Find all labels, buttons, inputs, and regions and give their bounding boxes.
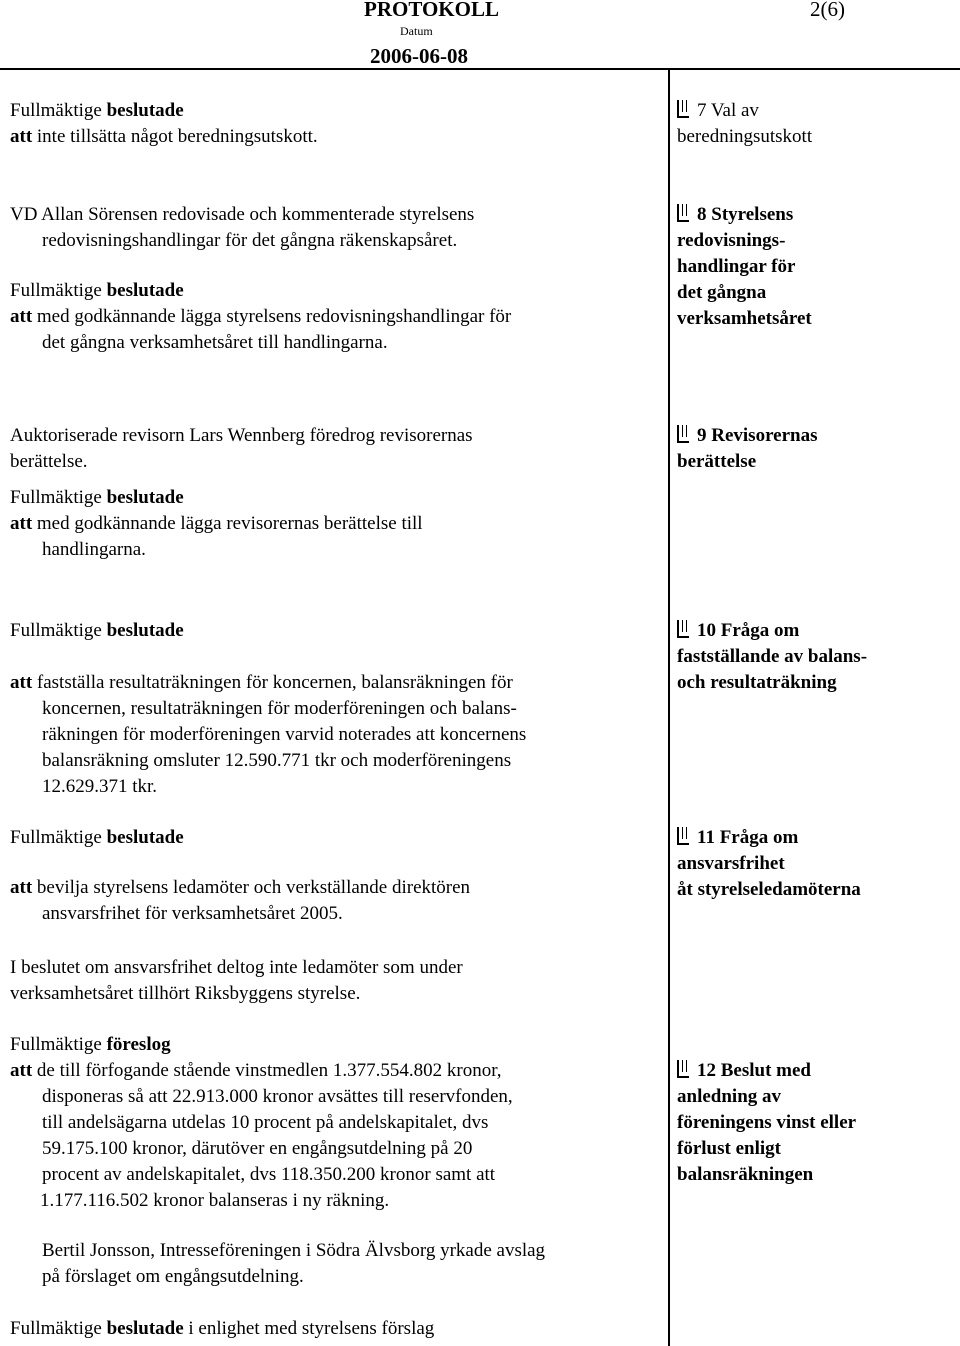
decision-line: Fullmäktige beslutade [10, 280, 184, 301]
att-line: att med godkännande lägga styrelsens redovisningshandlingar för [10, 306, 512, 327]
att-line: att de till förfogande stående vinstmedlen 1.377.554.802 kronor, [10, 1060, 502, 1081]
section-12-body: Fullmäktige föreslog att de till förfogande stående vinstmedlen 1.377.554.802 kronor, disponeras så att 22.913.000 kronor avsättes till reservfonden, till andelsägarna utdelas 10 procent på andelskapitalet, dvs 59.175.100 kronor, därutöver en engångsutdelning på 20 procent av andelskapitalet, dvs 118.350.200 kronor samt att 1.177.116.502 kronor balanseras i ny räkning. Bertil Jonsson, Intresseföreningen i Södra Älvsborg yrkade avslag på förslaget om engångsutdelning. Fullmäktige beslutade i enlighet med styrelsens förslag [10, 1032, 650, 1342]
section-10-body: Fullmäktige beslutade att fastställa resultaträkningen för koncernen, balansräkningen för koncernen, resultaträkningen för moderföreningen och balans- räkningen för moderföreningen varvid noterades att koncernens balansräkning omsluter 12.590.771 tkr och moderföreningens 12.629.371 tkr. [10, 618, 650, 800]
section-11-heading: 11 Fråga om ansvarsfrihet åt styrelseledamöterna [677, 827, 861, 900]
section-8-heading: 8 Styrelsens redovisnings- handlingar för det gångna verksamhetsåret [677, 204, 812, 329]
section-10-heading: 10 Fråga om fastställande av balans- och resultaträkning [677, 620, 868, 693]
section-sign-icon [677, 1060, 689, 1078]
date-label: Datum [400, 24, 433, 38]
note-line: Bertil Jonsson, Intresseföreningen i Södra Älvsborg yrkade avslag [42, 1240, 546, 1261]
section-9-heading: 9 Revisorernas berättelse [677, 425, 818, 472]
decision-line: Fullmäktige beslutade [10, 620, 184, 641]
att-line: att inte tillsätta något beredningsutskott. [10, 126, 318, 147]
section-7-body [10, 98, 650, 150]
section-7-heading: 7 Val av beredningsutskott [677, 100, 813, 147]
page-number: 2(6) [810, 0, 845, 21]
document-title: PROTOKOLL [364, 0, 499, 21]
section-12-heading: 12 Beslut med anledning av föreningens vinst eller förlust enligt balansräkningen [677, 1060, 857, 1185]
section-9-body: Auktoriserade revisorn Lars Wennberg föredrog revisorernas berättelse. Fullmäktige beslutade att med godkännande lägga revisorernas berättelse till handlingarna. [10, 423, 650, 563]
note-line: I beslutet om ansvarsfrihet deltog inte ledamöter som under [10, 957, 463, 978]
note-line: på förslaget om engångsutdelning. [42, 1266, 304, 1287]
att-line: att bevilja styrelsens ledamöter och verkställande direktören [10, 877, 471, 898]
decision-line: Fullmäktige beslutade [10, 827, 184, 848]
decision-line: Fullmäktige beslutade [10, 100, 184, 121]
section-8-body: VD Allan Sörensen redovisade och kommenterade styrelsens redovisningshandlingar för det gångna räkenskapsåret. Fullmäktige beslutade att med godkännande lägga styrelsens redovisningshandlingar för det gångna verksamhetsåret till handlingarna. [10, 202, 650, 356]
section-sign-icon [677, 425, 689, 443]
section-sign-icon [677, 827, 689, 845]
document-date: 2006-06-08 [370, 44, 468, 68]
section-sign-icon [677, 204, 689, 222]
section-11-body: Fullmäktige beslutade att bevilja styrelsens ledamöter och verkställande direktören ansvarsfrihet för verksamhetsåret 2005. I beslutet om ansvarsfrihet deltog inte ledamöter som under verksamhetsåret tillhört Riksbyggens styrelse. [10, 825, 650, 1007]
note-line: verksamhetsåret tillhört Riksbyggens styrelse. [10, 983, 361, 1004]
column-divider [668, 68, 670, 1346]
header-divider [0, 68, 960, 70]
decision-line: Fullmäktige beslutade [10, 487, 184, 508]
section-sign-icon [677, 100, 689, 118]
att-line: att med godkännande lägga revisorernas berättelse till [10, 513, 423, 534]
att-line: att fastställa resultaträkningen för koncernen, balansräkningen för [10, 672, 513, 693]
final-decision-line: Fullmäktige beslutade i enlighet med styrelsens förslag [10, 1318, 435, 1339]
decision-line: Fullmäktige föreslog [10, 1034, 171, 1055]
section-sign-icon [677, 620, 689, 638]
